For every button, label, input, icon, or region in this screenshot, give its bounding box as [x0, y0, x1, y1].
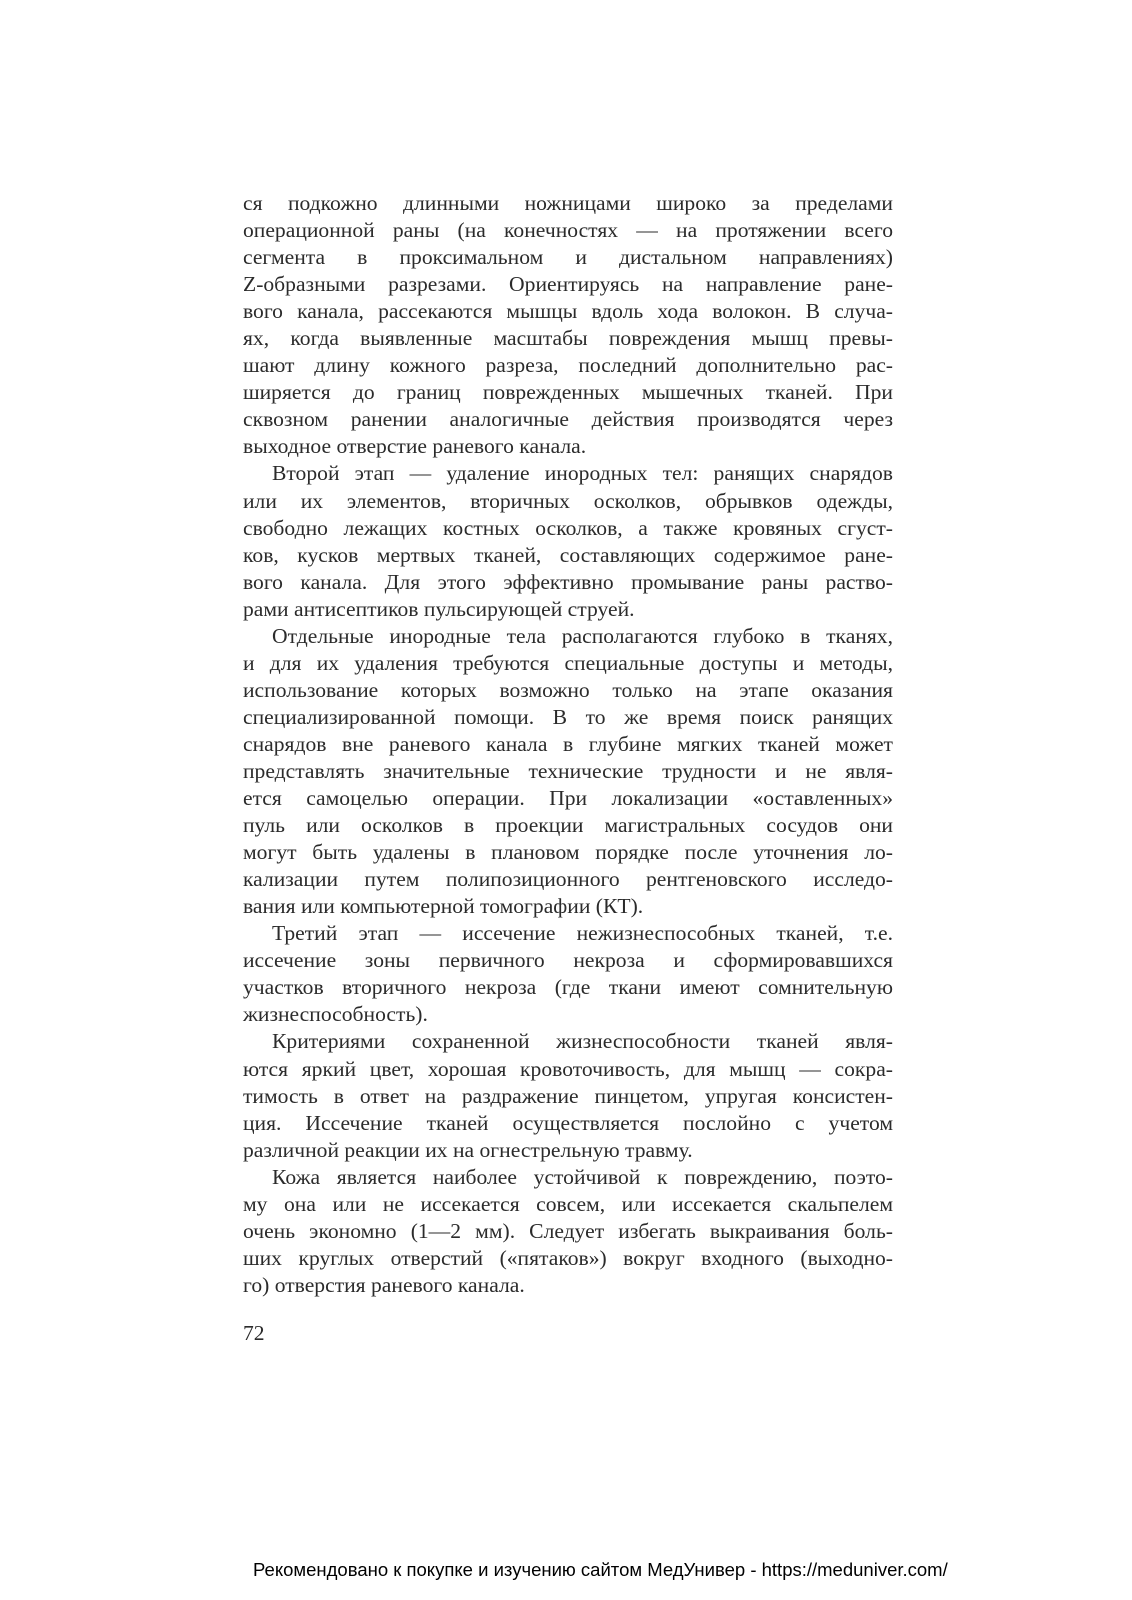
- text-line: ются яркий цвет, хорошая кровоточивость, для мышц — сокра-: [243, 1056, 893, 1081]
- text-line: тимость в ответ на раздражение пинцетом, упругая консистен-: [243, 1083, 893, 1108]
- text-line: ется самоцелью операции. При локализации «оставленных»: [243, 786, 893, 811]
- text-line: представлять значительные технические трудности и не явля-: [243, 758, 893, 783]
- text-line: му она или не иссекается совсем, или иссекается скальпелем: [243, 1191, 893, 1216]
- text-line: свободно лежащих костных осколков, а также кровяных сгуст-: [243, 515, 893, 540]
- text-line: снарядов вне раневого канала в глубине мягких тканей может: [243, 731, 893, 756]
- text-line: операционной раны (на конечностях — на протяжении всего: [243, 218, 893, 243]
- text-line: го) отверстия раневого канала.: [243, 1272, 525, 1297]
- text-line: вания или компьютерной томографии (КТ).: [243, 894, 644, 919]
- paragraph-1: [243, 190, 893, 460]
- text-line: Кожа является наиболее устойчивой к повреждению, поэто-: [272, 1164, 893, 1189]
- text-line: вого канала, рассекаются мышцы вдоль хода волокон. В случа-: [243, 299, 893, 324]
- text-line: ях, когда выявленные масштабы повреждения мышц превы-: [243, 326, 893, 351]
- text-line: Второй этап — удаление инородных тел: ранящих снарядов: [272, 461, 893, 486]
- text-line: и для их удаления требуются специальные доступы и методы,: [243, 650, 893, 675]
- text-line: жизнеспособность).: [243, 1002, 428, 1027]
- text-line: Отдельные инородные тела располагаются глубоко в тканях,: [272, 623, 893, 648]
- text-line: иссечение зоны первичного некроза и сформировавшихся: [243, 948, 893, 973]
- text-line: или их элементов, вторичных осколков, обрывков одежды,: [243, 488, 893, 513]
- text-line: ция. Иссечение тканей осуществляется послойно с учетом: [243, 1110, 893, 1135]
- paragraph-2: [243, 460, 893, 622]
- text-line: ширяется до границ поврежденных мышечных тканей. При: [243, 380, 893, 405]
- text-line: вого канала. Для этого эффективно промывание раны раство-: [243, 569, 893, 594]
- text-line: специализированной помощи. В то же время поиск ранящих: [243, 704, 893, 729]
- footer-recommendation-note: Рекомендовано к покупке и изучению сайтом МедУнивер - https://meduniver.com/: [253, 1559, 948, 1580]
- text-line: пуль или осколков в проекции магистральных сосудов они: [243, 813, 893, 838]
- page-body-text: [243, 190, 893, 1299]
- text-line: использование которых возможно только на этапе оказания: [243, 677, 893, 702]
- text-line: рами антисептиков пульсирующей струей.: [243, 596, 635, 621]
- text-line: Z-образными разрезами. Ориентируясь на направление ране-: [243, 272, 893, 297]
- text-line: очень экономно (1—2 мм). Следует избегать выкраивания боль-: [243, 1218, 893, 1243]
- page-number: 72: [243, 1321, 265, 1345]
- text-line: кализации путем полипозиционного рентгеновского исследо-: [243, 867, 893, 892]
- text-line: Третий этап — иссечение нежизнеспособных тканей, т.е.: [272, 921, 893, 946]
- paragraph-3: [243, 623, 893, 921]
- text-line: могут быть удалены в плановом порядке после уточнения ло-: [243, 840, 893, 865]
- text-line: участков вторичного некроза (где ткани имеют сомнительную: [243, 975, 893, 1000]
- text-line: шают длину кожного разреза, последний дополнительно рас-: [243, 353, 893, 378]
- text-line: выходное отверстие раневого канала.: [243, 434, 587, 459]
- text-line: ших круглых отверстий («пятаков») вокруг входного (выходно-: [243, 1245, 893, 1270]
- text-line: ков, кусков мертвых тканей, составляющих содержимое ране-: [243, 542, 893, 567]
- text-line: ся подкожно длинными ножницами широко за пределами: [243, 191, 893, 215]
- paragraph-5: [243, 1028, 893, 1163]
- paragraph-6: [243, 1164, 893, 1299]
- text-line: сегмента в проксимальном и дистальном направлениях): [243, 245, 893, 270]
- text-line: различной реакции их на огнестрельную травму.: [243, 1137, 693, 1162]
- text-line: сквозном ранении аналогичные действия производятся через: [243, 407, 893, 432]
- paragraph-4: [243, 920, 893, 1028]
- text-line: Критериями сохраненной жизнеспособности тканей явля-: [272, 1029, 893, 1054]
